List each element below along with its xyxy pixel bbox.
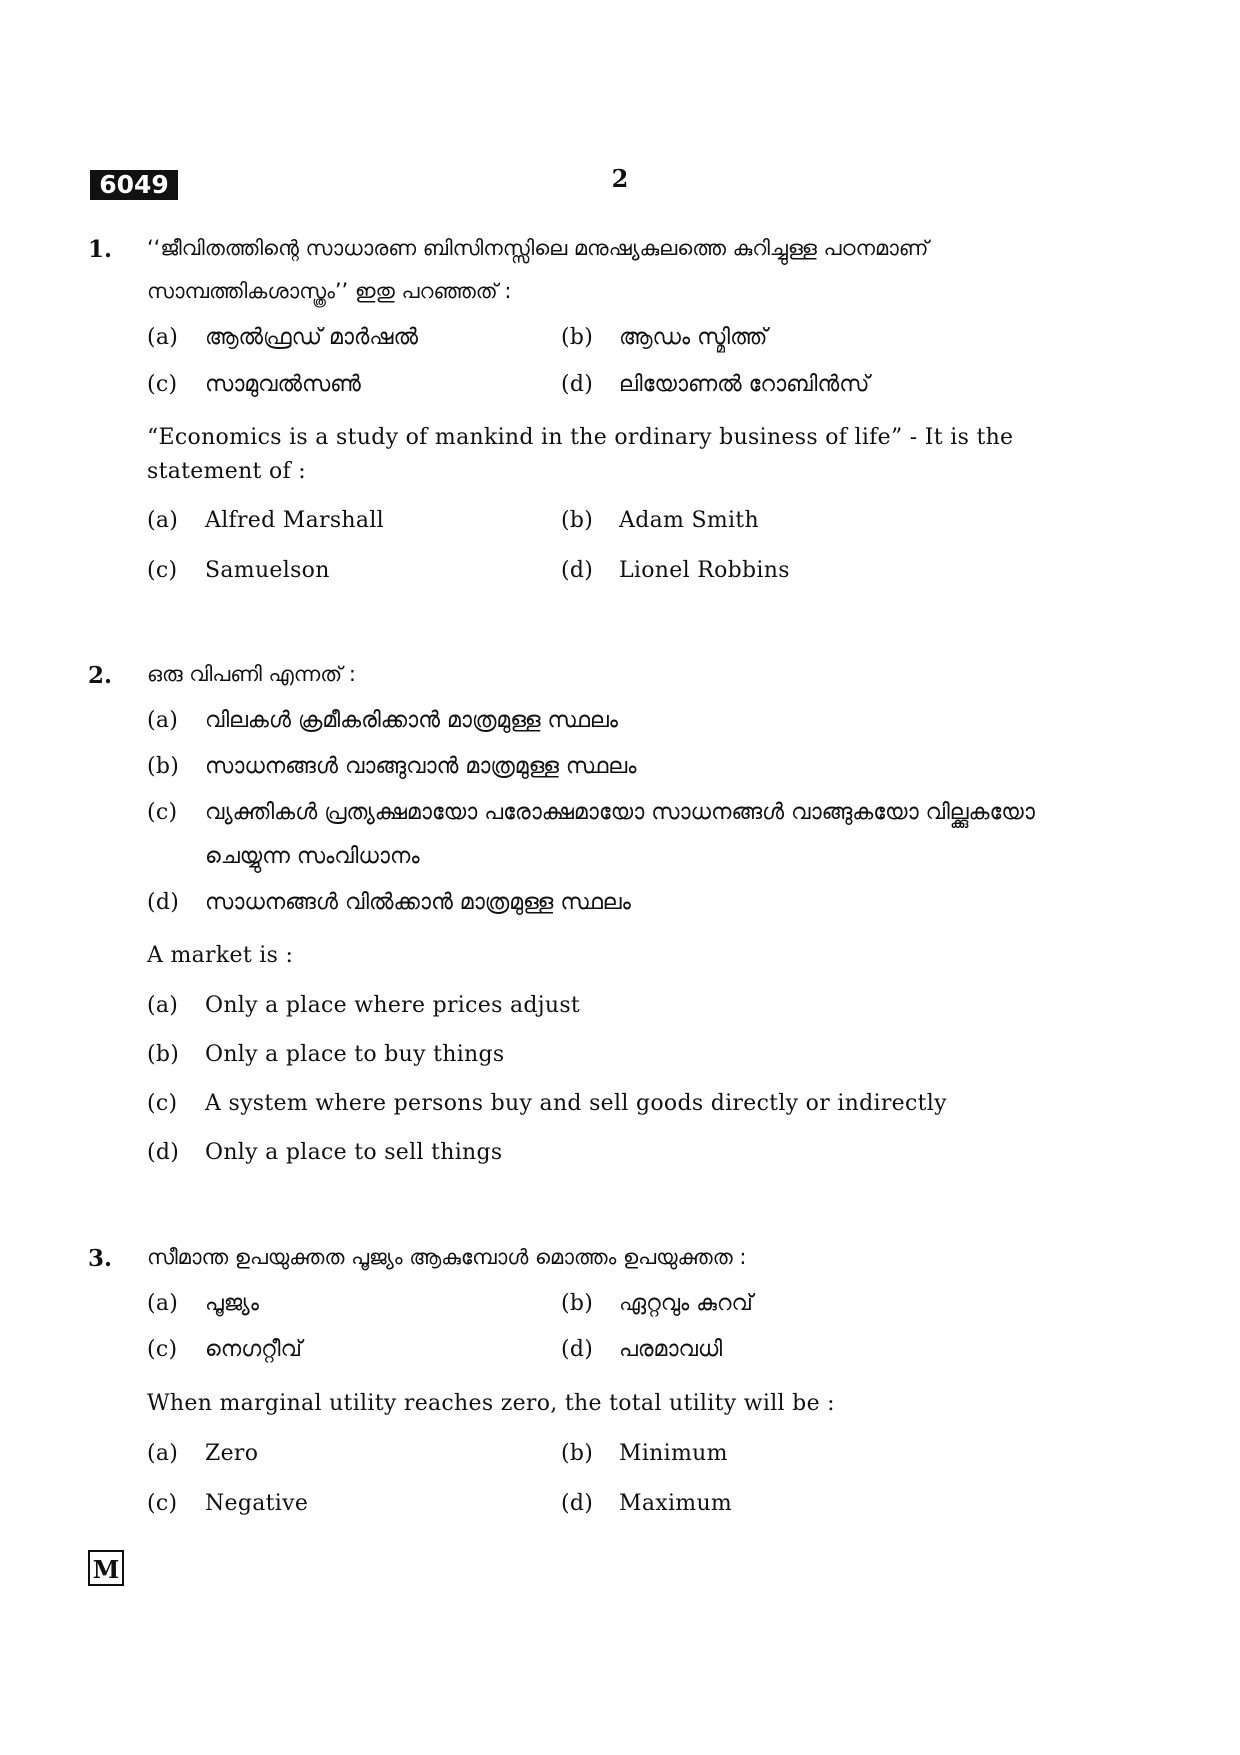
question-1-en-option-d: (d) Lionel Robbins: [561, 558, 790, 583]
question-3-en-option-a: (a) Zero: [147, 1441, 259, 1466]
question-1-en-option-c: (c) Samuelson: [147, 558, 330, 583]
question-3-number: 3.: [88, 1245, 113, 1272]
question-1-ml-stem-line-2: സാമ്പത്തികശാസ്ത്രം’’ ഇതു പറഞ്ഞത് :: [147, 279, 512, 303]
question-1-number: 1.: [88, 236, 113, 263]
question-2-ml-stem: ഒരു വിപണി എന്നത് :: [147, 662, 356, 686]
question-1-ml-option-b: (b) ആഡം സ്മിത്ത്: [561, 325, 768, 350]
question-1-ml-option-c: (c) സാമുവൽസൺ: [147, 372, 361, 397]
question-2-en-option-a: (a) Only a place where prices adjust: [147, 993, 581, 1018]
question-1-en-stem-line-1: “Economics is a study of mankind in the ordinary business of life” - It is the: [147, 425, 1014, 450]
question-3-ml-option-b: (b) ഏറ്റവും കുറവ്: [561, 1291, 753, 1316]
question-1-ml-option-a: (a) ആൽഫ്രഡ് മാർഷൽ: [147, 325, 418, 350]
question-2-en-option-c: (c) A system where persons buy and sell goods directly or indirectly: [147, 1091, 947, 1116]
question-2-en-stem: A market is :: [147, 943, 294, 968]
question-3-en-stem: When marginal utility reaches zero, the total utility will be :: [147, 1391, 835, 1416]
question-3-ml-option-c: (c) നെഗറ്റീവ്: [147, 1337, 302, 1362]
question-3-ml-stem: സീമാന്ത ഉപയുക്തത പൂജ്യം ആകുമ്പോൾ മൊത്തം ഉപയുക്തത :: [147, 1245, 747, 1269]
question-3-ml-option-a: (a) പൂജ്യം: [147, 1291, 259, 1316]
question-1-en-option-b: (b) Adam Smith: [561, 508, 759, 533]
footer-mark: M: [88, 1550, 124, 1586]
question-3-ml-option-d: (d) പരമാവധി: [561, 1337, 723, 1362]
page-number: 2: [611, 164, 629, 193]
question-2-ml-option-c: (c) വ്യക്തികൾ പ്രത്യക്ഷമായോ പരോക്ഷമായോ സാധനങ്ങൾ വാങ്ങുകയോ വില്ക്കുകയോ: [147, 800, 1035, 825]
question-2-en-option-d: (d) Only a place to sell things: [147, 1140, 503, 1165]
paper-code: 6049: [90, 170, 178, 200]
question-1-ml-option-d: (d) ലിയോണൽ റോബിൻസ്: [561, 372, 870, 397]
question-2-en-option-b: (b) Only a place to buy things: [147, 1042, 505, 1067]
question-2-number: 2.: [88, 662, 113, 689]
question-2-ml-option-d: (d) സാധനങ്ങൾ വിൽക്കാൻ മാത്രമുള്ള സ്ഥലം: [147, 890, 631, 915]
question-3-en-option-b: (b) Minimum: [561, 1441, 728, 1466]
question-1-ml-stem-line-1: ‘‘ജീവിതത്തിന്റെ സാധാരണ ബിസിനസ്സിലെ മനുഷ്യകുലത്തെ കുറിച്ചുള്ള പഠനമാണ്: [147, 236, 929, 260]
question-3-en-option-c: (c) Negative: [147, 1491, 309, 1516]
question-2-ml-option-c-continued: ചെയ്യുന്ന സംവിധാനം: [205, 844, 420, 869]
question-2-ml-option-a: (a) വിലകൾ ക്രമീകരിക്കാൻ മാത്രമുള്ള സ്ഥലം: [147, 708, 619, 733]
question-1-en-option-a: (a) Alfred Marshall: [147, 508, 384, 533]
question-3-en-option-d: (d) Maximum: [561, 1491, 733, 1516]
question-2-ml-option-b: (b) സാധനങ്ങൾ വാങ്ങുവാൻ മാത്രമുള്ള സ്ഥലം: [147, 754, 637, 779]
question-1-en-stem-line-2: statement of :: [147, 459, 306, 484]
